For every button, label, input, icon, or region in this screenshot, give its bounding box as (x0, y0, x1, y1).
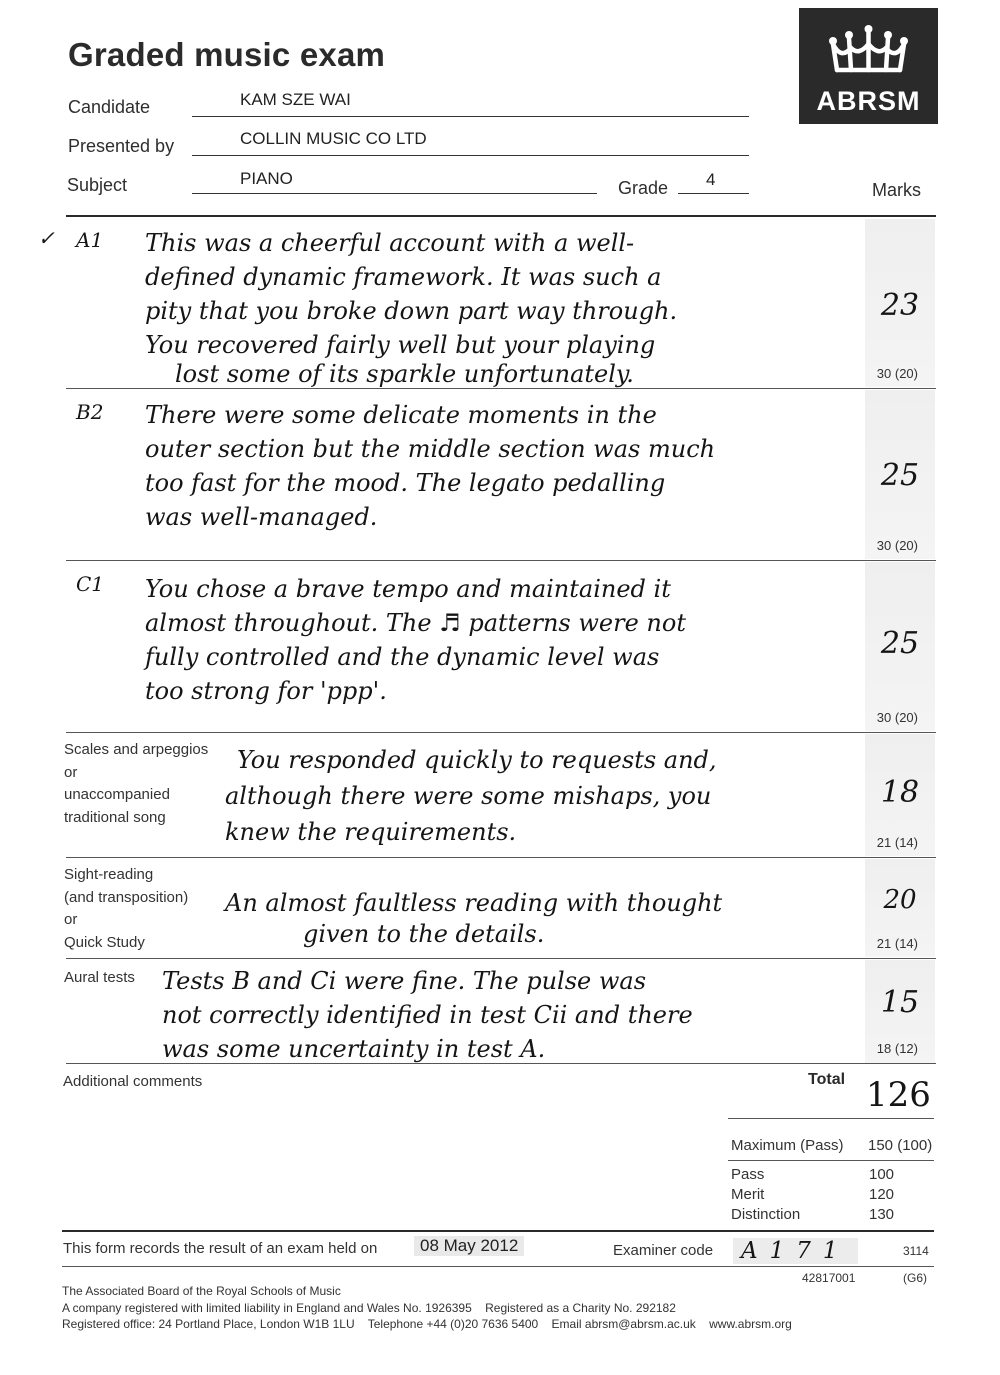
comment-line: lost some of its sparkle unfortunately. (175, 360, 634, 388)
comment-line: fully controlled and the dynamic level was (145, 643, 660, 671)
section-a1-max: 30 (20) (876, 366, 918, 381)
scales-comment (225, 742, 855, 850)
comment-line: too fast for the mood. The legato pedalling (145, 469, 666, 497)
presented-by-underline (192, 155, 749, 156)
sight-reading-label: Sight-reading (and transposition) or Quick Study (64, 866, 189, 951)
comment-line: defined dynamic framework. It was such a (145, 263, 662, 291)
serial-number: 42817001 (802, 1271, 856, 1285)
section-c1-comment (145, 572, 855, 708)
sight-reading-mark: 20 (883, 885, 917, 915)
aural-tests-label: Aural tests (64, 969, 135, 986)
total-label: Total (808, 1071, 846, 1088)
examiner-code-value: A171 (733, 1238, 858, 1264)
check-mark: ✓ (38, 226, 55, 250)
candidate-value: KAM SZE WAI (240, 90, 351, 109)
scales-label: Scales and arpeggios or unaccompanied traditional song (64, 741, 209, 826)
additional-comments-label: Additional comments (63, 1073, 203, 1090)
grade-underline (678, 193, 749, 194)
section-b2-max: 30 (20) (876, 538, 918, 553)
scales-max: 21 (14) (876, 835, 918, 850)
aural-tests-max: 18 (12) (876, 1041, 918, 1056)
marks-label: Marks (872, 180, 921, 200)
comment-line: An almost faultless reading with thought (225, 889, 723, 917)
header-divider (66, 215, 936, 217)
comment-line: outer section but the middle section was much (145, 435, 716, 463)
section-b2-comment (145, 398, 855, 534)
g-code: (G6) (903, 1271, 927, 1285)
section-c1-label: C1 (76, 572, 105, 596)
candidate-label: Candidate (68, 97, 151, 117)
abrsm-logo (799, 8, 938, 124)
total-value: 126 (866, 1075, 931, 1115)
total-underline (728, 1118, 934, 1119)
comment-line: You chose a brave tempo and maintained it (145, 575, 671, 603)
section-a1-label: A1 (76, 228, 104, 252)
sight-reading-comment (225, 886, 855, 948)
pass-label: Pass (731, 1166, 765, 1183)
subject-label: Subject (67, 175, 128, 195)
footer-line: Registered office: 24 Portland Place, London W1B 1LU Telephone +44 (0)20 7636 5400 Email abrsm@abrsm.ac.uk www.abrsm.org (62, 1317, 792, 1331)
comment-line: was well-managed. (145, 503, 378, 531)
section-divider (66, 857, 936, 858)
examiner-code-label: Examiner code (613, 1242, 714, 1259)
section-divider (66, 388, 936, 389)
comment-line: although there were some mishaps, you (225, 782, 712, 810)
comment-line: given to the details. (303, 920, 545, 948)
comment-line: pity that you broke down part way through. (145, 297, 678, 325)
exam-record-text: This form records the result of an exam held on (63, 1240, 378, 1257)
section-b2-label: B2 (76, 400, 104, 424)
footer-line: The Associated Board of the Royal Schools of Music (62, 1284, 341, 1298)
merit-label: Merit (731, 1186, 765, 1203)
section-a1-mark: 23 (880, 288, 920, 323)
comment-line: was some uncertainty in test A. (162, 1035, 546, 1063)
crown-icon (799, 8, 938, 88)
section-divider (66, 1063, 936, 1064)
sight-reading-max: 21 (14) (876, 936, 918, 951)
comment-line: knew the requirements. (225, 818, 517, 846)
section-c1-mark: 25 (880, 626, 920, 661)
grade-bands-values (869, 1165, 894, 1225)
distinction-value: 130 (869, 1206, 895, 1223)
logo-text: ABRSM (816, 86, 921, 116)
comment-line: Tests B and Ci were fine. The pulse was (162, 967, 647, 995)
section-a1-comment (145, 226, 855, 386)
comment-line: You responded quickly to requests and, (237, 746, 717, 774)
grade-label: Grade (618, 178, 669, 198)
aural-tests-comment (162, 964, 852, 1066)
comment-line: You recovered fairly well but your playing (145, 331, 656, 359)
section-divider (66, 560, 936, 561)
footer-line: A company registered with limited liability in England and Wales No. 1926395 Registered as a Charity No. 292182 (62, 1300, 676, 1315)
section-divider (66, 958, 936, 959)
grade-value: 4 (706, 170, 716, 189)
distinction-label: Distinction (731, 1206, 801, 1223)
presented-by-value: COLLIN MUSIC CO LTD (240, 129, 427, 148)
section-c1-max: 30 (20) (876, 710, 918, 725)
comment-line: This was a cheerful account with a well- (145, 229, 635, 257)
presented-by-label: Presented by (68, 136, 175, 156)
comment-line: not correctly identified in test Cii and there (162, 1001, 693, 1029)
maximum-divider (728, 1160, 934, 1161)
exam-date: 08 May 2012 (414, 1236, 524, 1256)
scales-mark: 18 (880, 775, 920, 810)
grade-bands-labels (731, 1165, 800, 1225)
maximum-pass-label: Maximum (Pass) (731, 1137, 844, 1154)
merit-value: 120 (869, 1186, 895, 1203)
pass-value: 100 (869, 1166, 895, 1183)
page-title: Graded music exam (68, 36, 386, 73)
footer-divider (62, 1266, 934, 1267)
record-divider (62, 1230, 934, 1232)
section-divider (66, 732, 936, 733)
candidate-underline (192, 116, 749, 117)
comment-line: almost throughout. The ♬ patterns were not (145, 609, 686, 637)
subject-value: PIANO (240, 169, 293, 188)
subject-underline (192, 193, 597, 194)
section-b2-mark: 25 (880, 458, 920, 493)
maximum-pass-value: 150 (100) (868, 1137, 933, 1154)
comment-line: too strong for 'ppp'. (145, 677, 387, 705)
comment-line: There were some delicate moments in the (145, 401, 657, 429)
footer (62, 1283, 912, 1333)
form-code: 3114 (903, 1244, 929, 1258)
aural-tests-mark: 15 (880, 985, 920, 1020)
